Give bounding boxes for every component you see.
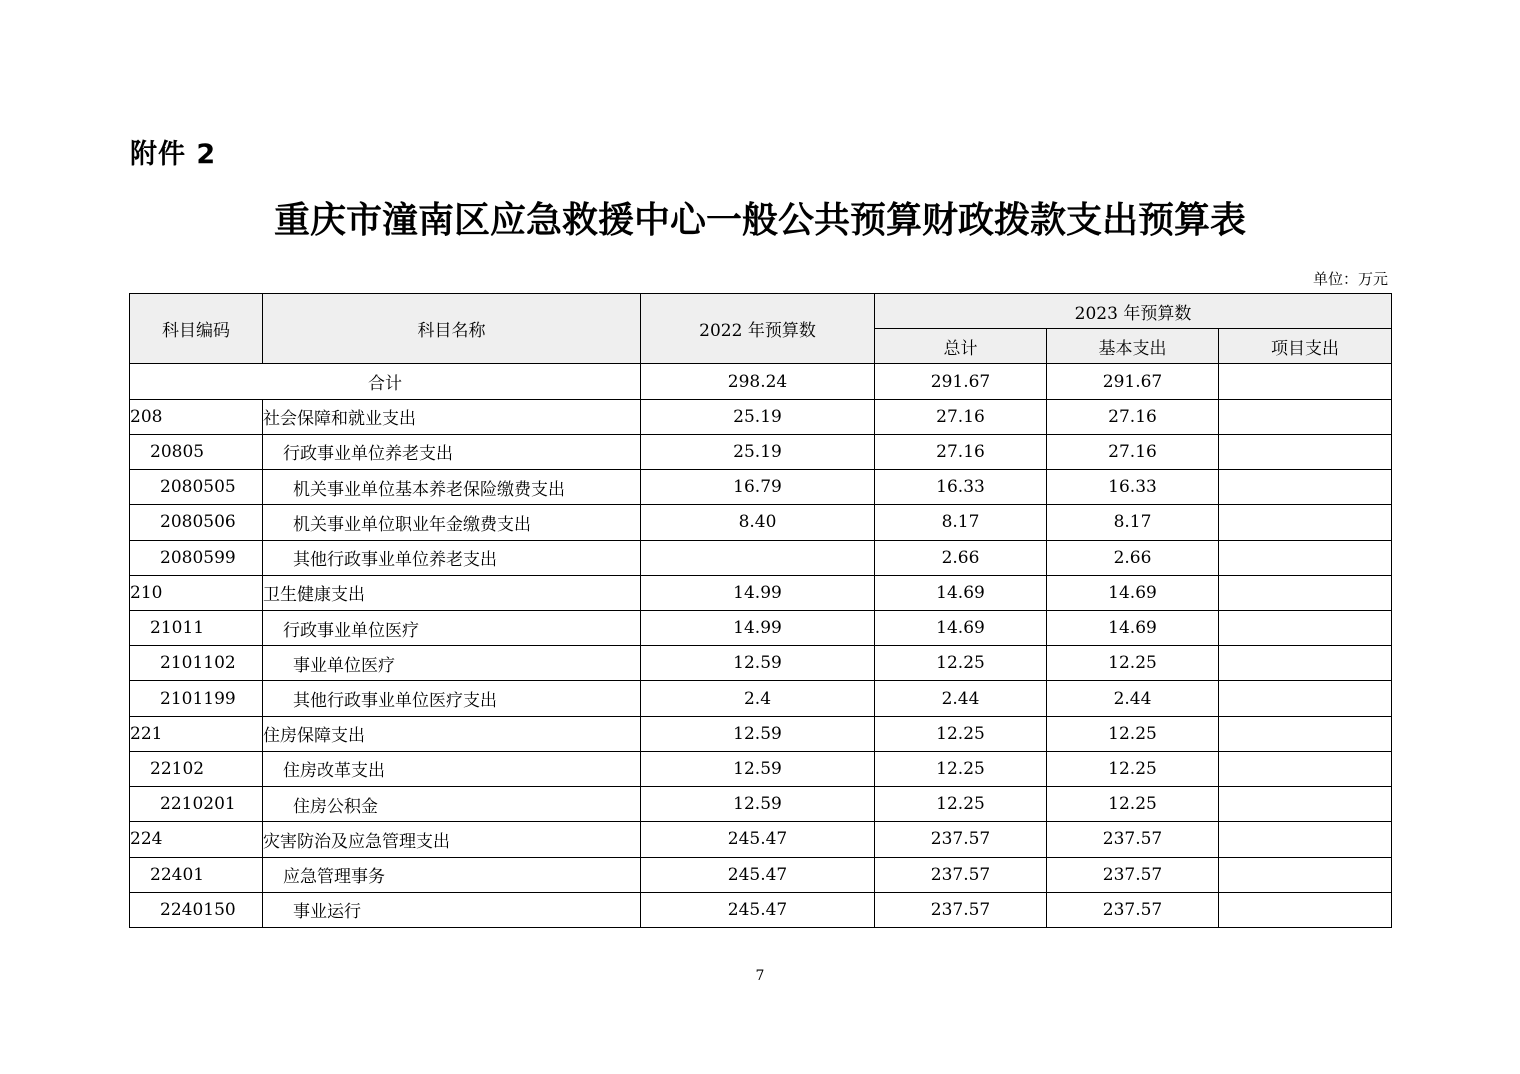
table-row	[130, 787, 1392, 822]
row-code: 208	[130, 399, 263, 434]
row-name: 住房改革支出	[263, 751, 641, 786]
total-basic: 291.67	[1047, 364, 1219, 399]
table-row	[130, 505, 1392, 540]
row-budget-2022: 25.19	[641, 399, 875, 434]
row-total: 12.25	[875, 646, 1047, 681]
row-budget-2022: 14.99	[641, 610, 875, 645]
row-total: 16.33	[875, 470, 1047, 505]
row-budget-2022: 12.59	[641, 751, 875, 786]
row-basic: 27.16	[1047, 434, 1219, 469]
row-basic: 12.25	[1047, 646, 1219, 681]
row-basic: 14.69	[1047, 575, 1219, 610]
row-code: 21011	[130, 610, 263, 645]
row-budget-2022: 16.79	[641, 470, 875, 505]
row-basic: 2.66	[1047, 540, 1219, 575]
total-budget-2022: 298.24	[641, 364, 875, 399]
row-code: 22102	[130, 751, 263, 786]
row-code: 210	[130, 575, 263, 610]
total-project	[1219, 364, 1392, 399]
row-basic: 16.33	[1047, 470, 1219, 505]
row-code: 20805	[130, 434, 263, 469]
row-project	[1219, 399, 1392, 434]
total-row	[130, 364, 1392, 399]
row-basic: 12.25	[1047, 787, 1219, 822]
row-name: 行政事业单位医疗	[263, 610, 641, 645]
row-budget-2022: 245.47	[641, 822, 875, 857]
row-code: 2240150	[130, 892, 263, 927]
row-name: 事业单位医疗	[263, 646, 641, 681]
budget-table	[129, 293, 1392, 928]
row-project	[1219, 575, 1392, 610]
row-name: 住房保障支出	[263, 716, 641, 751]
table-row	[130, 434, 1392, 469]
row-name: 其他行政事业单位养老支出	[263, 540, 641, 575]
row-total: 12.25	[875, 751, 1047, 786]
header-basic: 基本支出	[1047, 329, 1219, 364]
header-project: 项目支出	[1219, 329, 1392, 364]
row-code: 224	[130, 822, 263, 857]
row-basic: 27.16	[1047, 399, 1219, 434]
table-row	[130, 751, 1392, 786]
unit-label: 单位：万元	[1312, 270, 1388, 288]
header-code: 科目编码	[130, 294, 263, 364]
row-code: 2101199	[130, 681, 263, 716]
row-budget-2022: 25.19	[641, 434, 875, 469]
row-project	[1219, 505, 1392, 540]
row-code: 22401	[130, 857, 263, 892]
table-row	[130, 399, 1392, 434]
row-code: 2101102	[130, 646, 263, 681]
header-budget-2022: 2022 年预算数	[641, 294, 875, 364]
table-row	[130, 857, 1392, 892]
row-total: 12.25	[875, 716, 1047, 751]
row-basic: 237.57	[1047, 822, 1219, 857]
row-code: 221	[130, 716, 263, 751]
row-total: 2.44	[875, 681, 1047, 716]
row-project	[1219, 857, 1392, 892]
row-code: 2080506	[130, 505, 263, 540]
row-name: 住房公积金	[263, 787, 641, 822]
row-basic: 8.17	[1047, 505, 1219, 540]
table-row	[130, 681, 1392, 716]
row-basic: 2.44	[1047, 681, 1219, 716]
row-basic: 237.57	[1047, 892, 1219, 927]
row-total: 237.57	[875, 857, 1047, 892]
table-row	[130, 540, 1392, 575]
row-name: 其他行政事业单位医疗支出	[263, 681, 641, 716]
row-basic: 237.57	[1047, 857, 1219, 892]
table-row	[130, 575, 1392, 610]
row-budget-2022: 14.99	[641, 575, 875, 610]
row-project	[1219, 751, 1392, 786]
row-total: 12.25	[875, 787, 1047, 822]
row-code: 2080599	[130, 540, 263, 575]
row-project	[1219, 892, 1392, 927]
row-basic: 12.25	[1047, 716, 1219, 751]
row-budget-2022: 245.47	[641, 857, 875, 892]
row-budget-2022: 8.40	[641, 505, 875, 540]
row-total: 8.17	[875, 505, 1047, 540]
table-row	[130, 892, 1392, 927]
header-total: 总计	[875, 329, 1047, 364]
row-budget-2022: 12.59	[641, 646, 875, 681]
row-project	[1219, 540, 1392, 575]
row-total: 27.16	[875, 399, 1047, 434]
row-budget-2022	[641, 540, 875, 575]
row-project	[1219, 646, 1392, 681]
row-budget-2022: 245.47	[641, 892, 875, 927]
row-name: 机关事业单位基本养老保险缴费支出	[263, 470, 641, 505]
header-budget-2023: 2023 年预算数	[875, 294, 1392, 329]
attachment-label: 附件 2	[130, 139, 217, 170]
total-label: 合计	[130, 364, 641, 399]
row-name: 机关事业单位职业年金缴费支出	[263, 505, 641, 540]
row-project	[1219, 787, 1392, 822]
row-project	[1219, 822, 1392, 857]
row-name: 卫生健康支出	[263, 575, 641, 610]
row-project	[1219, 434, 1392, 469]
row-code: 2080505	[130, 470, 263, 505]
row-total: 237.57	[875, 892, 1047, 927]
row-name: 灾害防治及应急管理支出	[263, 822, 641, 857]
row-budget-2022: 2.4	[641, 681, 875, 716]
table-row	[130, 610, 1392, 645]
row-name: 事业运行	[263, 892, 641, 927]
row-name: 社会保障和就业支出	[263, 399, 641, 434]
row-name: 行政事业单位养老支出	[263, 434, 641, 469]
header-name: 科目名称	[263, 294, 641, 364]
total-total: 291.67	[875, 364, 1047, 399]
page-title: 重庆市潼南区应急救援中心一般公共预算财政拨款支出预算表	[273, 199, 1246, 241]
row-budget-2022: 12.59	[641, 787, 875, 822]
row-code: 2210201	[130, 787, 263, 822]
row-total: 27.16	[875, 434, 1047, 469]
table-row	[130, 646, 1392, 681]
table-row	[130, 470, 1392, 505]
row-total: 237.57	[875, 822, 1047, 857]
table-row	[130, 716, 1392, 751]
row-total: 14.69	[875, 610, 1047, 645]
row-name: 应急管理事务	[263, 857, 641, 892]
row-project	[1219, 681, 1392, 716]
row-project	[1219, 610, 1392, 645]
row-budget-2022: 12.59	[641, 716, 875, 751]
row-project	[1219, 716, 1392, 751]
row-project	[1219, 470, 1392, 505]
table-row	[130, 822, 1392, 857]
row-total: 2.66	[875, 540, 1047, 575]
row-basic: 14.69	[1047, 610, 1219, 645]
row-total: 14.69	[875, 575, 1047, 610]
page-number: 7	[755, 968, 765, 984]
row-basic: 12.25	[1047, 751, 1219, 786]
